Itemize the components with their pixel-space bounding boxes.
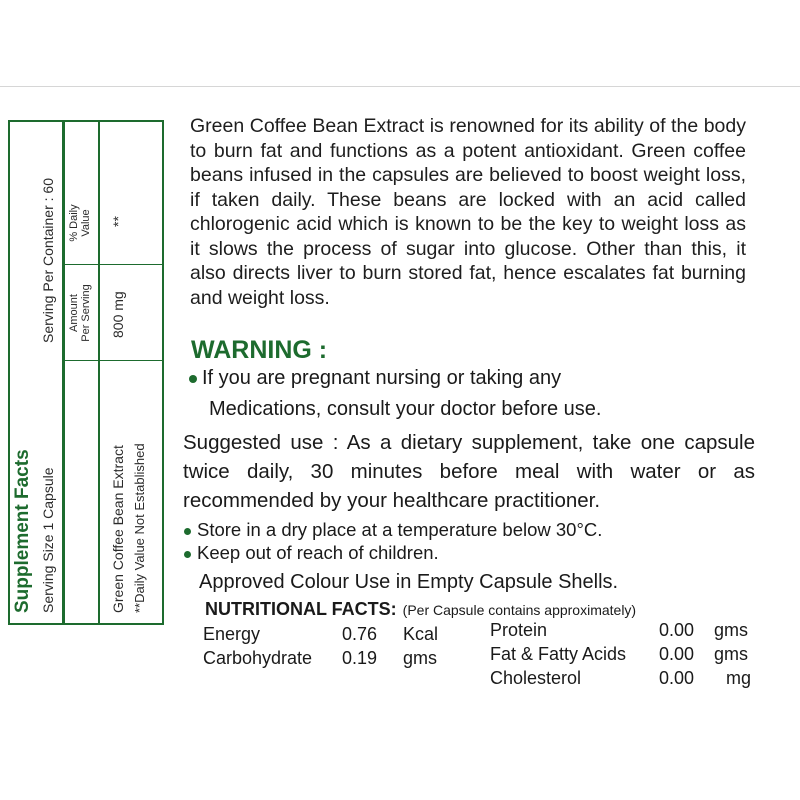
nutrient-value: 0.19 (342, 648, 378, 668)
suggested-use: Suggested use : As a dietary supplement, take one capsule twice daily, 30 minutes before meal with water or as recommended by your healthcare practitioner. (183, 431, 755, 512)
nutrient-name: Carbohydrate (203, 648, 313, 668)
supplement-facts-title: Supplement Facts (12, 449, 33, 613)
facts-column-divider (65, 360, 162, 361)
ingredient-name: Green Coffee Bean Extract (110, 445, 126, 613)
warning-heading: WARNING : (191, 336, 328, 364)
approved-colour-note: Approved Colour Use in Empty Capsule Shells. (199, 571, 619, 593)
storage-text: Store in a dry place at a temperature below 30°C. (197, 519, 603, 540)
facts-column-divider (65, 264, 162, 265)
nutrient-unit: gms (714, 644, 749, 664)
warning-text-line2: Medications, consult your doctor before use. (209, 398, 602, 420)
daily-value-header (68, 193, 92, 253)
top-divider (0, 86, 800, 87)
nutrient-value: 0.00 (659, 644, 695, 664)
facts-divider-thick (62, 122, 65, 623)
ingredient-amount: 800 mg (110, 291, 126, 338)
storage-item (184, 519, 602, 541)
supplement-facts-content (10, 122, 162, 623)
nutrient-value: 0.00 (659, 668, 695, 688)
warning-item (189, 366, 561, 390)
bullet-icon (189, 375, 197, 383)
daily-value-header-line2: Value (80, 209, 92, 237)
facts-divider (98, 122, 100, 623)
nutrient-name: Cholesterol (490, 668, 582, 688)
nutrient-name: Protein (490, 620, 548, 640)
product-description: Green Coffee Bean Extract is renowned for its ability of the body to burn fat and functions as a potent antioxidant. Green coffee beans infused in the capsules are believed to boost weight loss, if taken daily. These beans are locked with an acid called chlorogenic acid which is known to be the key to weight loss as it slows the process of sugar into glucose. Other than this, it also directs liver to burn stored fat, hence escalates fat burning and weight loss. (190, 115, 746, 309)
keep-away-item (184, 542, 439, 564)
daily-value-footnote: **Daily Value Not Established (132, 443, 147, 613)
nutrient-unit: Kcal (403, 624, 439, 644)
nutrient-unit: mg (726, 668, 752, 688)
nutrient-name: Energy (203, 624, 261, 644)
nutritional-facts-title: NUTRITIONAL FACTS: (205, 599, 397, 619)
amount-per-serving-header (68, 273, 92, 353)
servings-per-container: Serving Per Container : 60 (40, 178, 56, 343)
bullet-icon (184, 551, 191, 558)
nutritional-facts-subtitle: (Per Capsule contains approximately) (402, 602, 637, 618)
bullet-icon (184, 528, 191, 535)
nutrient-unit: gms (714, 620, 749, 640)
serving-size: Serving Size 1 Capsule (40, 467, 56, 613)
supplement-facts-panel (8, 120, 164, 625)
nutrient-name: Fat & Fatty Acids (490, 644, 627, 664)
nutrient-value: 0.00 (659, 620, 695, 640)
nutrient-value: 0.76 (342, 624, 378, 644)
daily-value-header-line1: % Daily (68, 204, 80, 242)
ingredient-daily-value: ** (110, 216, 126, 227)
keep-away-text: Keep out of reach of children. (197, 542, 439, 563)
nutritional-facts-header (205, 598, 636, 621)
amount-header-line1: Amount (68, 294, 80, 332)
warning-text-line1: If you are pregnant nursing or taking any (202, 367, 562, 389)
nutrient-unit: gms (403, 648, 438, 668)
amount-header-line2: Per Serving (80, 284, 92, 342)
